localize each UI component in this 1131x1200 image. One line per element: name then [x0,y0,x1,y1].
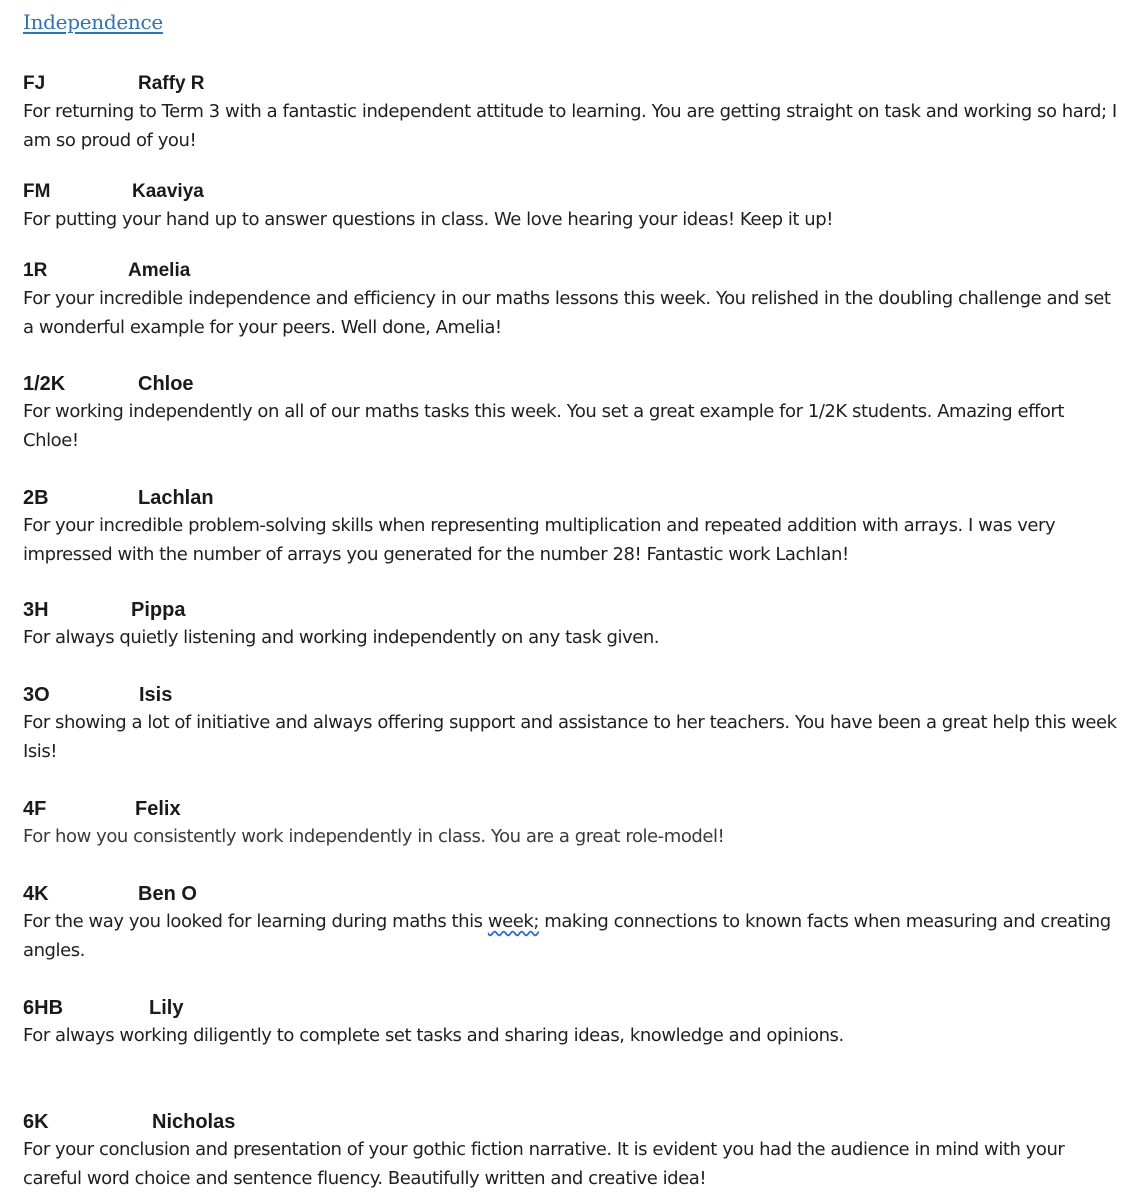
award-entry-header [23,882,1123,906]
award-reason: For your conclusion and presentation of your gothic fiction narrative. It is evident you had the audience in mind with your careful word choice and sentence fluency. Beautifully written and creative idea! [23,1139,1065,1189]
award-reason: For always working diligently to complete set tasks and sharing ideas, knowledge and opinions. [23,1025,844,1046]
award-reason: For working independently on all of our maths tasks this week. You set a great example for 1/2K students. Amazing effort Chloe! [23,401,1064,451]
class-code: 1R [23,260,48,281]
award-reason-text: making connections to known facts when measuring and creating angles. [23,911,1111,961]
student-name: Lily [149,997,184,1019]
class-code: FM [23,181,51,202]
award-entry [23,996,1123,1050]
award-reason: For your incredible independence and efficiency in our maths lessons this week. You relished in the doubling challenge and set a wonderful example for your peers. Well done, Amelia! [23,288,1111,338]
award-reason: For showing a lot of initiative and always offering support and assistance to her teachers. You have been a great help this week Isis! [23,712,1117,762]
award-entry [23,372,1123,455]
award-entry-header [23,259,1123,283]
award-entry [23,486,1123,569]
student-name: Pippa [131,599,186,621]
student-name: Lachlan [138,487,214,509]
award-entry-header [23,72,1123,96]
award-entry-header [23,797,1123,821]
student-name: Ben O [138,883,197,905]
student-name: Raffy R [138,73,205,94]
award-reason: For putting your hand up to answer questions in class. We love hearing your ideas! Keep it up! [23,209,833,230]
award-reason: For how you consistently work independently in class. You are a great role-model! [23,826,725,847]
award-entry [23,797,1123,851]
award-entry-header [23,372,1123,396]
award-entry-header [23,180,1123,204]
student-name: Kaaviya [132,181,204,202]
document-heading: Independence [23,10,163,34]
award-entry [23,1110,1123,1193]
award-entry-header [23,1110,1123,1134]
class-code: 4K [23,883,49,905]
class-code: 1/2K [23,373,66,395]
award-reason: For your incredible problem-solving skills when representing multiplication and repeated addition with arrays. I was very impressed with the number of arrays you generated for the number 28! Fantastic work Lachlan! [23,515,1056,565]
class-code: 6HB [23,997,64,1019]
award-entry [23,683,1123,766]
award-entry-header [23,486,1123,510]
award-reason-text: For the way you looked for learning during maths this [23,911,488,932]
award-entry-header [23,996,1123,1020]
class-code: 6K [23,1111,49,1133]
award-reason: For always quietly listening and working independently on any task given. [23,627,660,648]
grammar-flagged-word[interactable]: week; [487,911,539,932]
award-entry [23,882,1123,965]
award-entry [23,598,1123,652]
student-name: Felix [135,798,181,820]
award-entry [23,259,1123,342]
class-code: 3H [23,599,49,621]
student-name: Amelia [128,260,191,281]
class-code: 2B [23,487,49,509]
class-code: FJ [23,73,46,94]
class-code: 4F [23,798,47,820]
student-name: Nicholas [152,1111,236,1133]
award-entry-header [23,598,1123,622]
award-entry [23,72,1123,155]
award-reason [23,907,1123,965]
award-reason: For returning to Term 3 with a fantastic independent attitude to learning. You are getting straight on task and working so hard; I am so proud of you! [23,101,1117,151]
class-code: 3O [23,684,50,706]
award-entry [23,180,1123,234]
student-name: Chloe [138,373,194,395]
student-name: Isis [139,684,173,706]
award-entry-header [23,683,1123,707]
